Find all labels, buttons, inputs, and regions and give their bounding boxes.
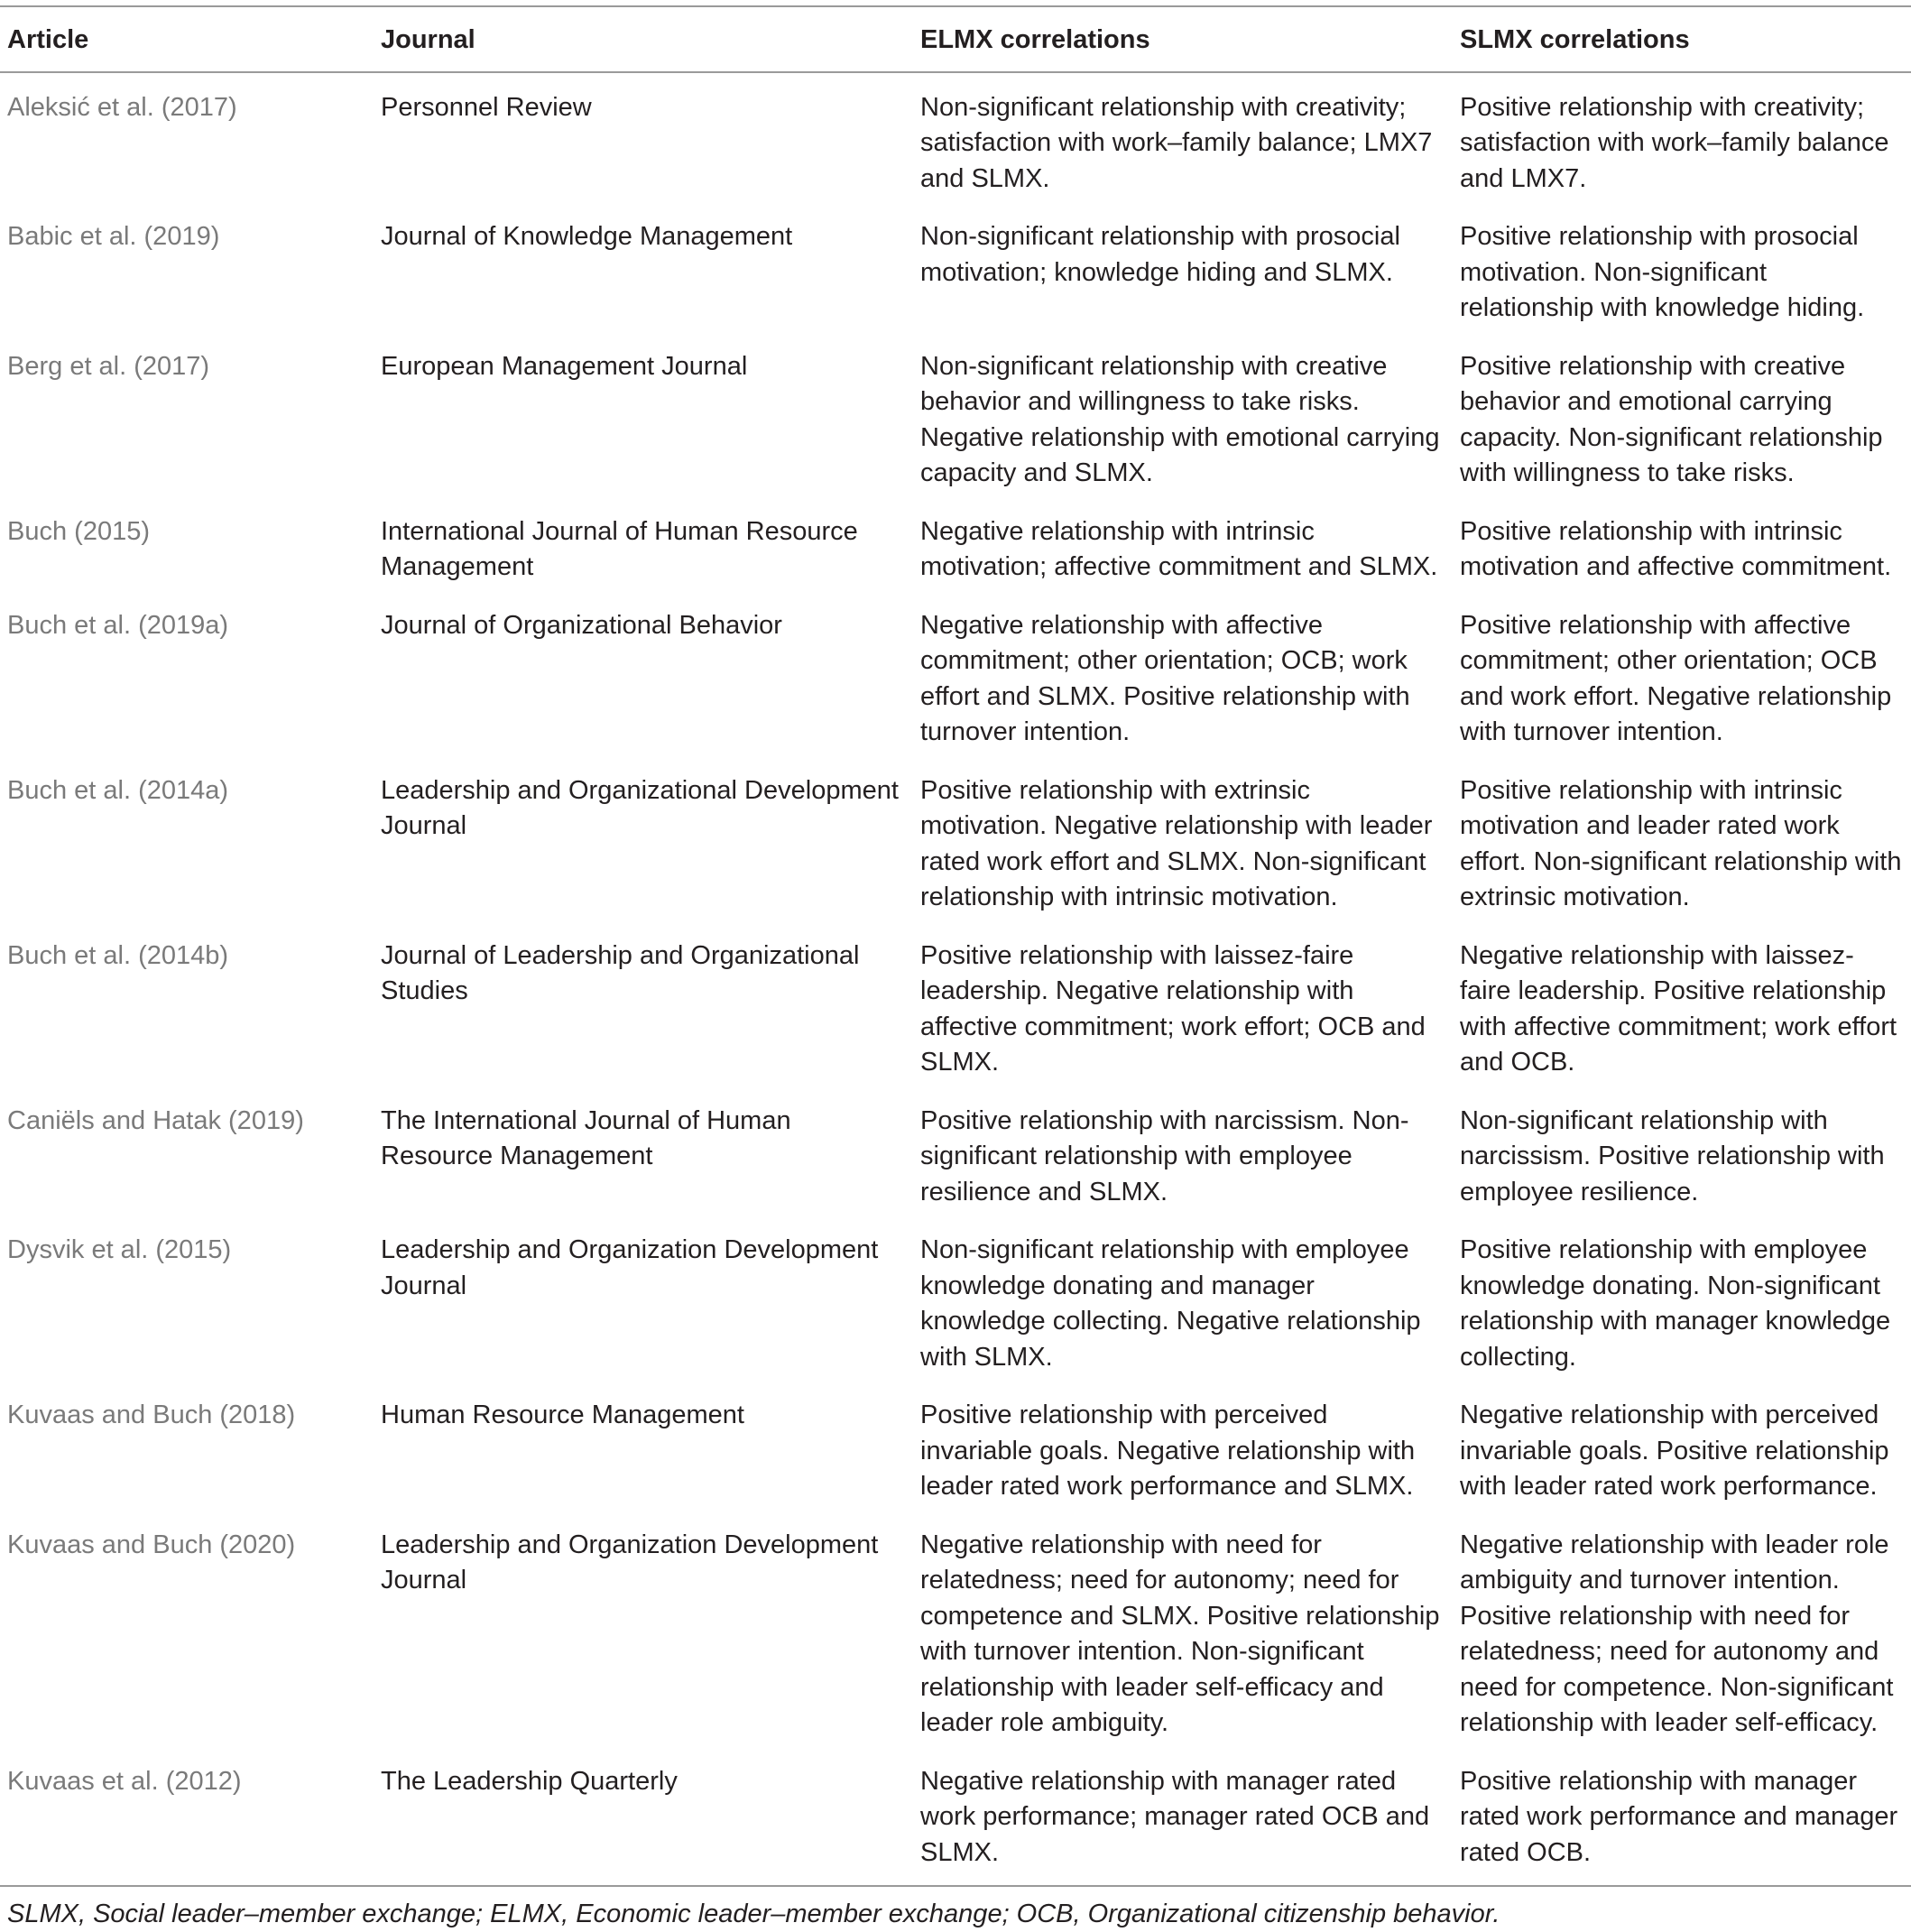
cell-slmx-correlations: Negative relationship with perceived invariable goals. Positive relationship with leader rated work performance. [1460,1400,1889,1501]
cell-elmx-correlations: Negative relationship with intrinsic motivation; affective commitment and SLMX. [920,516,1438,581]
cell-elmx-correlations: Positive relationship with narcissism. Non-significant relationship with employee resilience and SLMX. [920,1105,1409,1206]
cell-slmx-correlations: Positive relationship with creativity; satisfaction with work–family balance and LMX7. [1460,92,1889,193]
cell-journal: Journal of Leadership and Organizational Studies [381,940,860,1005]
cell-article: Buch et al. (2014b) [7,940,229,970]
cell-journal: European Management Journal [381,351,748,381]
header-elmx-correlations: ELMX correlations [920,25,1150,54]
cell-article: Kuvaas and Buch (2020) [7,1530,296,1559]
cell-journal: Journal of Organizational Behavior [381,610,782,640]
cell-article: Kuvaas and Buch (2018) [7,1400,296,1429]
cell-slmx-correlations: Negative relationship with laissez-faire leadership. Positive relationship with affective commitment; work effort and OCB. [1460,940,1897,1077]
cell-article: Dysvik et al. (2015) [7,1235,232,1264]
cell-article: Caniëls and Hatak (2019) [7,1105,304,1135]
cell-slmx-correlations: Positive relationship with intrinsic motivation and affective commitment. [1460,516,1892,581]
cell-article: Kuvaas et al. (2012) [7,1766,242,1796]
table-row [0,756,1911,921]
cell-slmx-correlations: Non-significant relationship with narcissism. Positive relationship with employee resilience. [1460,1105,1885,1206]
cell-journal: Journal of Knowledge Management [381,222,793,251]
cell-journal: The Leadership Quarterly [381,1766,678,1796]
table-row [0,1216,1911,1381]
cell-elmx-correlations: Positive relationship with perceived invariable goals. Negative relationship with leader rated work performance and SLMX. [920,1400,1416,1501]
cell-slmx-correlations: Positive relationship with manager rated work performance and manager rated OCB. [1460,1766,1898,1867]
cell-journal: The International Journal of Human Resource Management [381,1105,791,1170]
cell-article: Berg et al. (2017) [7,351,210,381]
cell-slmx-correlations: Positive relationship with prosocial motivation. Non-significant relationship with knowledge hiding. [1460,222,1865,322]
table-header [0,6,1911,72]
cell-article: Buch et al. (2014a) [7,775,229,805]
table-row [0,1086,1911,1216]
cell-slmx-correlations: Negative relationship with leader role ambiguity and turnover intention. Positive relationship with need for relatedness; need for autonomy and need for competence. Non-significant relationship with leader self-efficacy. [1460,1530,1894,1737]
cell-slmx-correlations: Positive relationship with affective commitment; other orientation; OCB and work effort. Negative relationship with turnover intention. [1460,610,1892,746]
correlations-table [0,5,1911,1887]
cell-elmx-correlations: Non-significant relationship with employee knowledge donating and manager knowledge collecting. Negative relationship with SLMX. [920,1235,1421,1372]
table-row [0,1747,1911,1887]
cell-elmx-correlations: Non-significant relationship with creativity; satisfaction with work–family balance; LMX7 and SLMX. [920,92,1433,193]
cell-elmx-correlations: Non-significant relationship with creative behavior and willingness to take risks. Negative relationship with emotional carrying capacity and SLMX. [920,351,1440,487]
cell-journal: Leadership and Organization Development Journal [381,1530,879,1595]
cell-journal: Personnel Review [381,92,592,122]
header-article: Article [7,25,89,54]
table-row [0,591,1911,756]
cell-elmx-correlations: Positive relationship with laissez-faire leadership. Negative relationship with affective commitment; work effort; OCB and SLMX. [920,940,1426,1077]
cell-journal: Human Resource Management [381,1400,744,1429]
table-body [0,72,1911,1887]
table-row [0,332,1911,497]
cell-article: Buch et al. (2019a) [7,610,229,640]
table-row [0,921,1911,1086]
cell-journal: International Journal of Human Resource Management [381,516,858,581]
cell-elmx-correlations: Negative relationship with manager rated work performance; manager rated OCB and SLMX. [920,1766,1430,1867]
table-footnote: SLMX, Social leader–member exchange; ELMX, Economic leader–member exchange; OCB, Organizational citizenship behavior. [7,1900,1500,1928]
cell-elmx-correlations: Positive relationship with extrinsic motivation. Negative relationship with leader rated work effort and SLMX. Non-significant relationship with intrinsic motivation. [920,775,1433,911]
cell-elmx-correlations: Negative relationship with affective commitment; other orientation; OCB; work effort and SLMX. Positive relationship with turnover intention. [920,610,1410,746]
cell-slmx-correlations: Positive relationship with creative behavior and emotional carrying capacity. Non-significant relationship with willingness to take risks. [1460,351,1883,487]
table-row [0,72,1911,203]
cell-elmx-correlations: Negative relationship with need for relatedness; need for autonomy; need for competence and SLMX. Positive relationship with turnover intention. Non-significant relationship with leader self-efficacy and leader role ambiguity. [920,1530,1440,1737]
cell-article: Buch (2015) [7,516,150,546]
cell-slmx-correlations: Positive relationship with employee knowledge donating. Non-significant relationship with manager knowledge collecting. [1460,1235,1891,1372]
table-row [0,1511,1911,1747]
cell-article: Babic et al. (2019) [7,222,220,251]
cell-journal: Leadership and Organization Development Journal [381,1235,879,1300]
table-row [0,202,1911,332]
table-row [0,497,1911,591]
cell-article: Aleksić et al. (2017) [7,92,237,122]
header-journal: Journal [381,25,475,54]
header-row [0,6,1911,72]
cell-elmx-correlations: Non-significant relationship with prosocial motivation; knowledge hiding and SLMX. [920,222,1400,287]
header-slmx-correlations: SLMX correlations [1460,25,1690,54]
cell-slmx-correlations: Positive relationship with intrinsic motivation and leader rated work effort. Non-significant relationship with extrinsic motivation. [1460,775,1902,911]
cell-journal: Leadership and Organizational Development Journal [381,775,899,840]
table-row [0,1381,1911,1511]
